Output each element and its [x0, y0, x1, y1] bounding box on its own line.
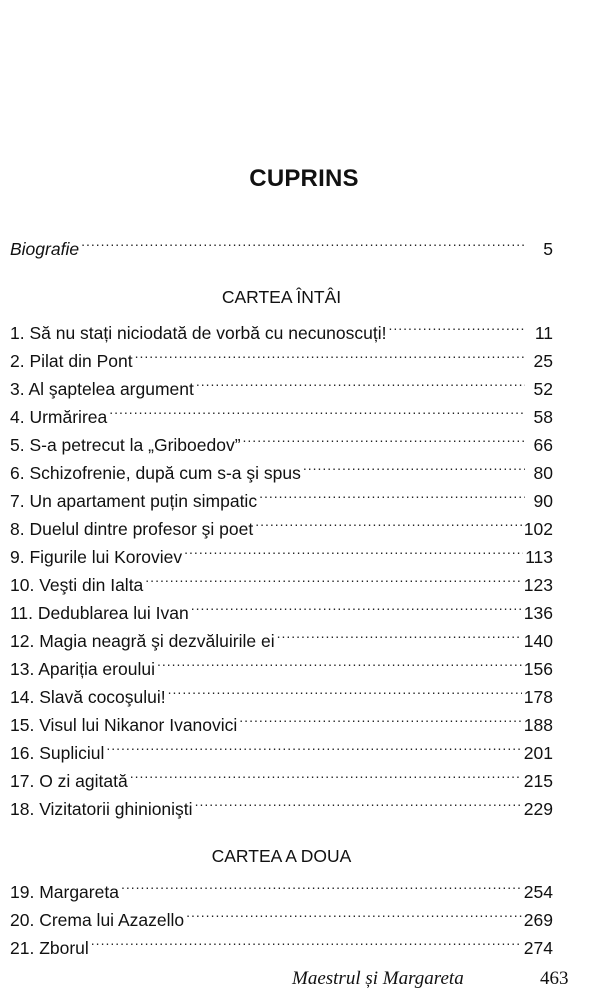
- toc-entry-page: 254: [523, 882, 553, 902]
- dot-leader: [109, 395, 525, 423]
- dot-leader: [145, 563, 522, 591]
- toc-entry-page: 58: [533, 407, 553, 427]
- toc-entry-label: 1. Să nu stați niciodată de vorbă cu necunoscuți!: [10, 323, 387, 343]
- toc-entry-page: 80: [533, 463, 553, 483]
- toc-entry: [10, 926, 553, 958]
- toc-entry-page: 90: [533, 491, 553, 511]
- footer-book-title: Maestrul și Margareta: [292, 968, 464, 989]
- dot-leader: [186, 898, 522, 926]
- toc-entry-page: 5: [543, 239, 553, 259]
- toc-entry-page: 11: [534, 323, 553, 343]
- toc-entry-page: 229: [523, 799, 553, 819]
- dot-leader: [121, 870, 522, 898]
- toc-entry-label: 4. Urmărirea: [10, 407, 108, 427]
- toc-entry-page: 215: [523, 771, 553, 791]
- toc-entry-page: 201: [523, 743, 553, 763]
- dot-leader: [196, 367, 525, 395]
- toc-entry-page: 66: [533, 435, 553, 455]
- toc-entry-label: 2. Pilat din Pont: [10, 351, 133, 371]
- toc-entry-label: 11. Dedublarea lui Ivan: [10, 603, 189, 623]
- dot-leader: [184, 535, 523, 563]
- dot-leader: [303, 451, 525, 479]
- toc-entry-label: 10. Veşti din Ialta: [10, 575, 144, 595]
- section-heading-book-two: CARTEA A DOUA: [211, 846, 352, 866]
- toc-entry: [10, 870, 553, 902]
- dot-leader: [157, 647, 522, 675]
- dot-leader: [130, 759, 522, 787]
- toc-entry-label: 20. Crema lui Azazello: [10, 910, 185, 930]
- toc-entry-page: 269: [523, 910, 553, 930]
- toc-entry-label: 3. Al şaptelea argument: [10, 379, 194, 399]
- toc-entry-page: 102: [523, 519, 553, 539]
- toc-entry-page: 140: [523, 631, 553, 651]
- dot-leader: [195, 787, 522, 815]
- toc-entry-page: 274: [523, 938, 553, 958]
- toc-entry-label: 13. Apariția eroului: [10, 659, 155, 679]
- toc-entry-page: 156: [523, 659, 553, 679]
- toc-entry-page: 25: [533, 351, 553, 371]
- toc-list-book-two: [10, 870, 553, 958]
- dot-leader: [259, 479, 525, 507]
- toc-book-one: [10, 283, 553, 819]
- toc-entry-label: 8. Duelul dintre profesor şi poet: [10, 519, 254, 539]
- toc-entry-page: 113: [525, 547, 553, 567]
- dot-leader: [389, 311, 526, 339]
- toc-intro: [10, 227, 553, 259]
- footer-page-number: 463: [540, 968, 569, 989]
- toc-entry-label: 21. Zborul: [10, 938, 89, 958]
- toc-entry-label: 19. Margareta: [10, 882, 119, 902]
- toc-entry-label: 15. Visul lui Nikanor Ivanovici: [10, 715, 238, 735]
- dot-leader: [168, 675, 522, 703]
- dot-leader: [239, 703, 522, 731]
- toc-entry-page: 178: [523, 687, 553, 707]
- dot-leader: [91, 926, 522, 954]
- dot-leader: [191, 591, 522, 619]
- toc-entry-biografie: [10, 227, 553, 259]
- toc-entry-label: 7. Un apartament puțin simpatic: [10, 491, 258, 511]
- dot-leader: [106, 731, 521, 759]
- toc-entry-page: 188: [523, 715, 553, 735]
- toc-list-book-one: [10, 311, 553, 819]
- dot-leader: [81, 227, 525, 255]
- toc-entry-label: 6. Schizofrenie, după cum s-a şi spus: [10, 463, 301, 483]
- dot-leader: [255, 507, 522, 535]
- dot-leader: [243, 423, 525, 451]
- toc-entry-label: 14. Slavă cocoşului!: [10, 687, 166, 707]
- dot-leader: [135, 339, 525, 367]
- toc-entry-label: 18. Vizitatorii ghinionişti: [10, 799, 193, 819]
- toc-entry-label: 17. O zi agitată: [10, 771, 128, 791]
- toc-entry-label: Biografie: [10, 239, 80, 259]
- toc-entry-label: 5. S-a petrecut la „Griboedov”: [10, 435, 241, 455]
- toc-entry-label: 12. Magia neagră şi dezvăluirile ei: [10, 631, 275, 651]
- toc-entry-page: 136: [523, 603, 553, 623]
- toc-entry-page: 52: [533, 379, 553, 399]
- running-footer: [0, 968, 608, 992]
- page-title: CUPRINS: [249, 165, 359, 192]
- toc-entry: [10, 311, 553, 343]
- toc-book-two: [10, 842, 553, 958]
- toc-entry-page: 123: [523, 575, 553, 595]
- section-heading-book-one: CARTEA ÎNTÂI: [221, 287, 342, 307]
- toc-entry-label: 16. Supliciul: [10, 743, 105, 763]
- toc-entry-label: 9. Figurile lui Koroviev: [10, 547, 183, 567]
- dot-leader: [277, 619, 522, 647]
